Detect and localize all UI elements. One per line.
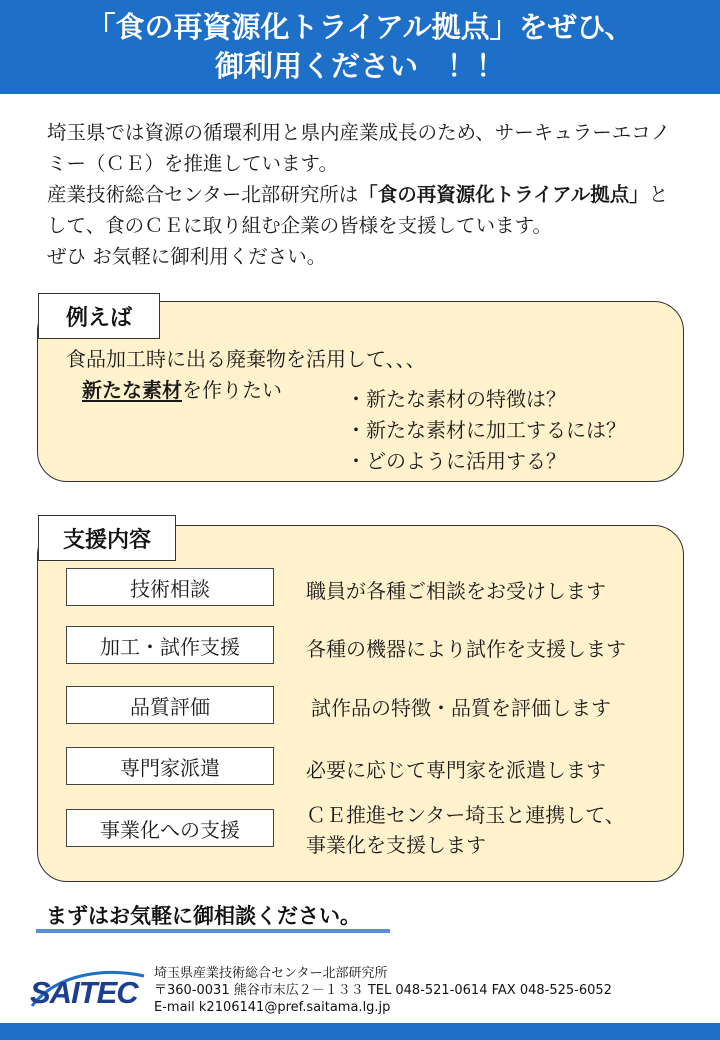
trial-base-name: 「食の再資源化トライアル拠点」 <box>358 183 649 206</box>
call-to-action: まずはお気軽に御相談ください。 <box>46 904 361 928</box>
support-tag: 支援内容 <box>38 515 176 561</box>
question-item: ・どのように活用する？ <box>346 449 566 473</box>
service-description: 試作品の特徴・品質を評価します <box>311 696 611 720</box>
header-banner <box>0 0 720 94</box>
question-item: ・新たな素材に加工するには？ <box>346 418 626 442</box>
service-name-box: 専門家派遣 <box>66 747 274 785</box>
service-name-box: 品質評価 <box>66 686 274 724</box>
service-name-box: 事業化への支援 <box>66 809 274 847</box>
bottom-bar <box>0 1023 720 1040</box>
service-description: ＣＥ推進センター埼玉と連携して、 事業化を支援します <box>306 803 625 857</box>
service-description: 各種の機器により試作を支援します <box>306 637 626 661</box>
org-name: 埼玉県産業技術総合センター北部研究所 <box>154 966 388 981</box>
service-description: 必要に応じて専門家を派遣します <box>306 758 606 782</box>
question-item: ・新たな素材の特徴は？ <box>346 387 566 411</box>
intro-paragraph-3: ぜひ お気軽に御利用ください。 <box>47 245 327 268</box>
example-line-2 <box>82 374 282 403</box>
service-name-box: 技術相談 <box>66 568 274 606</box>
example-line-2-rest: を作りたい <box>182 378 282 402</box>
intro-paragraph-2a: 産業技術総合センター北部研究所は <box>47 183 359 206</box>
contact-info <box>154 965 612 1016</box>
saitec-logo: SAITEC <box>30 975 138 1010</box>
service-description: 職員が各種ご相談をお受けします <box>306 579 606 603</box>
header-title-line2: 御利用ください ！！ <box>214 49 505 83</box>
intro-text <box>47 117 687 272</box>
header-title-line1: 「食の再資源化トライアル拠点」をぜひ、 <box>86 10 634 44</box>
intro-paragraph-1: 埼玉県では資源の循環利用と県内産業成長のため、サーキュラーエコノミー（ＣＥ）を推進しています。 <box>47 121 671 175</box>
service-name-box: 加工・試作支援 <box>66 626 274 664</box>
example-line-1: 食品加工時に出る廃棄物を活用して、、、 <box>66 347 426 371</box>
email-address: E-mail k2106141@pref.saitama.lg.jp <box>154 1000 391 1015</box>
new-material-emphasis: 新たな素材 <box>82 378 182 402</box>
address-phone: 〒360-0031 熊谷市末広２－１３３ TEL 048-521-0614 FAX 048-525-6052 <box>154 983 612 998</box>
intro-paragraph-2b: として、食のＣＥに取り組む企業の皆様を支援しています。 <box>47 183 669 237</box>
cta-underline <box>36 929 390 933</box>
example-tag: 例えば <box>38 293 160 339</box>
